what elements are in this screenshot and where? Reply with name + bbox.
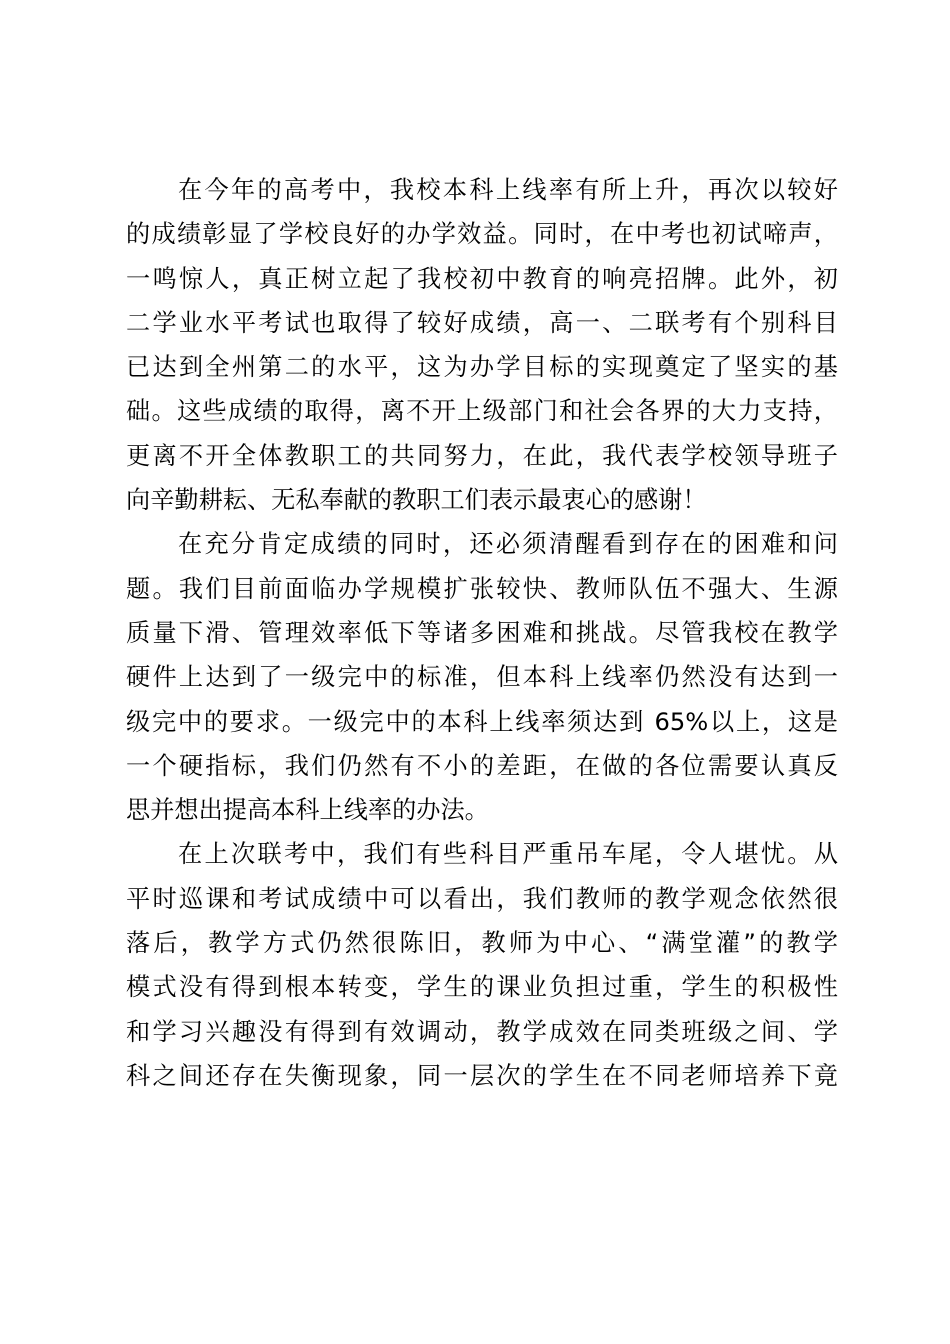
paragraph-2 <box>126 522 838 832</box>
text-line: 一个硬指标，我们仍然有不小的差距，在做的各位需要认真反 <box>126 751 838 780</box>
paragraph-3 <box>126 832 838 1098</box>
text-line: 已达到全州第二的水平，这为办学目标的实现奠定了坚实的基 <box>126 353 838 382</box>
text-line: 平时巡课和考试成绩中可以看出，我们教师的教学观念依然很 <box>126 884 838 913</box>
text-line: 和学习兴趣没有得到有效调动，教学成效在同类班级之间、学 <box>126 1017 838 1046</box>
text-line: 硬件上达到了一级完中的标准，但本科上线率仍然没有达到一 <box>126 663 838 692</box>
text-line: 科之间还存在失衡现象，同一层次的学生在不同老师培养下竟 <box>126 1061 838 1090</box>
text-line: 质量下滑、管理效率低下等诸多困难和挑战。尽管我校在教学 <box>126 618 838 647</box>
text-line: 思并想出提高本科上线率的办法。 <box>126 796 489 825</box>
paragraph-1 <box>126 168 838 522</box>
text-line: 更离不开全体教职工的共同努力，在此，我代表学校领导班子 <box>126 441 838 470</box>
text-line: 在充分肯定成绩的同时，还必须清醒看到存在的困难和问 <box>178 530 838 559</box>
text-line: 向辛勤耕耘、无私奉献的教职工们表示最衷心的感谢！ <box>126 486 707 515</box>
text-line: 级完中的要求。一级完中的本科上线率须达到 65%以上，这是 <box>126 707 838 736</box>
text-line: 在上次联考中，我们有些科目严重吊车尾，令人堪忧。从 <box>178 840 838 869</box>
body-text <box>126 168 838 1098</box>
text-line: 在今年的高考中，我校本科上线率有所上升，再次以较好 <box>178 176 838 204</box>
text-line: 一鸣惊人，真正树立起了我校初中教育的响亮招牌。此外，初 <box>126 264 838 293</box>
text-line: 模式没有得到根本转变，学生的课业负担过重，学生的积极性 <box>126 973 838 1002</box>
text-line: 落后，教学方式仍然很陈旧，教师为中心、“满堂灌”的教学 <box>126 929 838 958</box>
text-line: 二学业水平考试也取得了较好成绩，高一、二联考有个别科目 <box>126 308 838 337</box>
text-line: 题。我们目前面临办学规模扩张较快、教师队伍不强大、生源 <box>126 574 838 603</box>
text-line: 础。这些成绩的取得，离不开上级部门和社会各界的大力支持， <box>126 397 838 426</box>
text-line: 的成绩彰显了学校良好的办学效益。同时，在中考也初试啼声， <box>126 220 838 249</box>
